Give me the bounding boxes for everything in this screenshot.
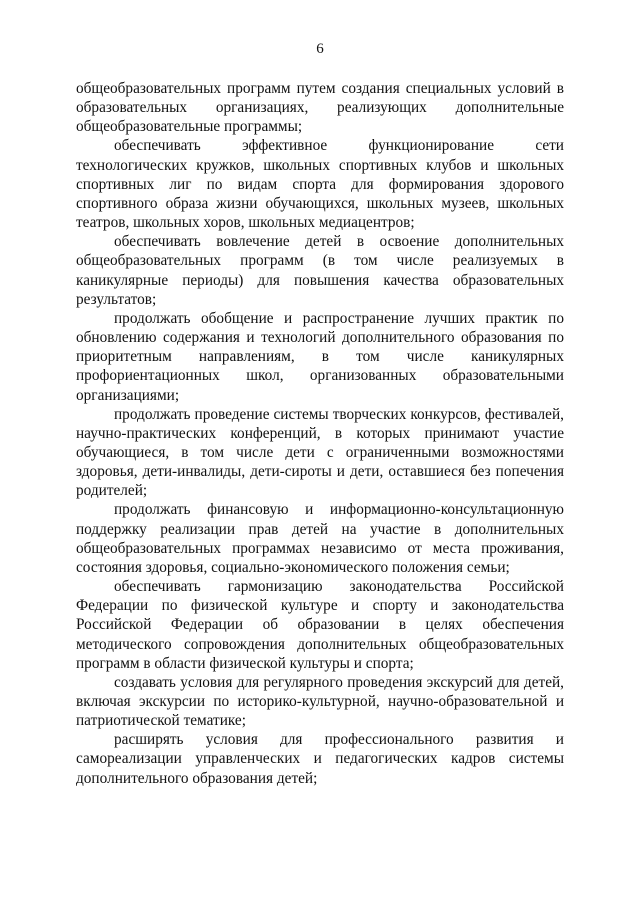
paragraph-continued: общеобразовательных программ путем создания специальных условий в образовательных организациях, реализующих дополнительные общеобразовательные программы; xyxy=(76,80,564,136)
paragraph-legislation-harmonization: обеспечивать гармонизацию законодательства Российской Федерации по физической культуре и спорту и законодательства Российской Федерации об образовании в целях обеспечения методического сопровождения дополнительных общеобразовательных программ в области физической культуры и спорта; xyxy=(76,578,564,672)
paragraph-best-practices: продолжать обобщение и распространение лучших практик по обновлению содержания и технологий дополнительного образования по приоритетным направлениям, в том числе каникулярных профориентационных школ, организованных образовательными организациями; xyxy=(76,309,564,404)
page-number: 6 xyxy=(316,41,324,57)
paragraph-financial-support: продолжать финансовую и информационно-консультационную поддержку реализации прав детей на участие в дополнительных общеобразовательных программах независимо от места проживания, состояния здоровья, социально-экономического положения семьи; xyxy=(76,501,564,576)
document-body xyxy=(76,79,564,788)
paragraph-staff-development: расширять условия для профессионального развития и самореализации управленческих и педагогических кадров системы дополнительного образования детей; xyxy=(76,731,564,787)
paragraph-technology-clubs: обеспечивать эффективное функционирование сети технологических кружков, школьных спортивных клубов и школьных спортивных лиг по видам спорта для формирования здорового спортивного образа жизни обучающихся, школьных музеев, школьных театров, школьных хоров, школьных медиацентров; xyxy=(76,137,564,232)
paragraph-excursions: создавать условия для регулярного проведения экскурсий для детей, включая экскурсии по историко-культурной, научно-образовательной и патриотической тематике; xyxy=(76,673,564,730)
paragraph-child-involvement: обеспечивать вовлечение детей в освоение дополнительных общеобразовательных программ (в том числе реализуемых в каникулярные периоды) для повышения качества образовательных результатов; xyxy=(76,233,564,308)
paragraph-creative-contests: продолжать проведение системы творческих конкурсов, фестивалей, научно-практических конференций, в которых принимают участие обучающиеся, в том числе дети с ограниченными возможностями здоровья, дети-инвалиды, дети-сироты и дети, оставшиеся без попечения родителей; xyxy=(76,405,564,500)
